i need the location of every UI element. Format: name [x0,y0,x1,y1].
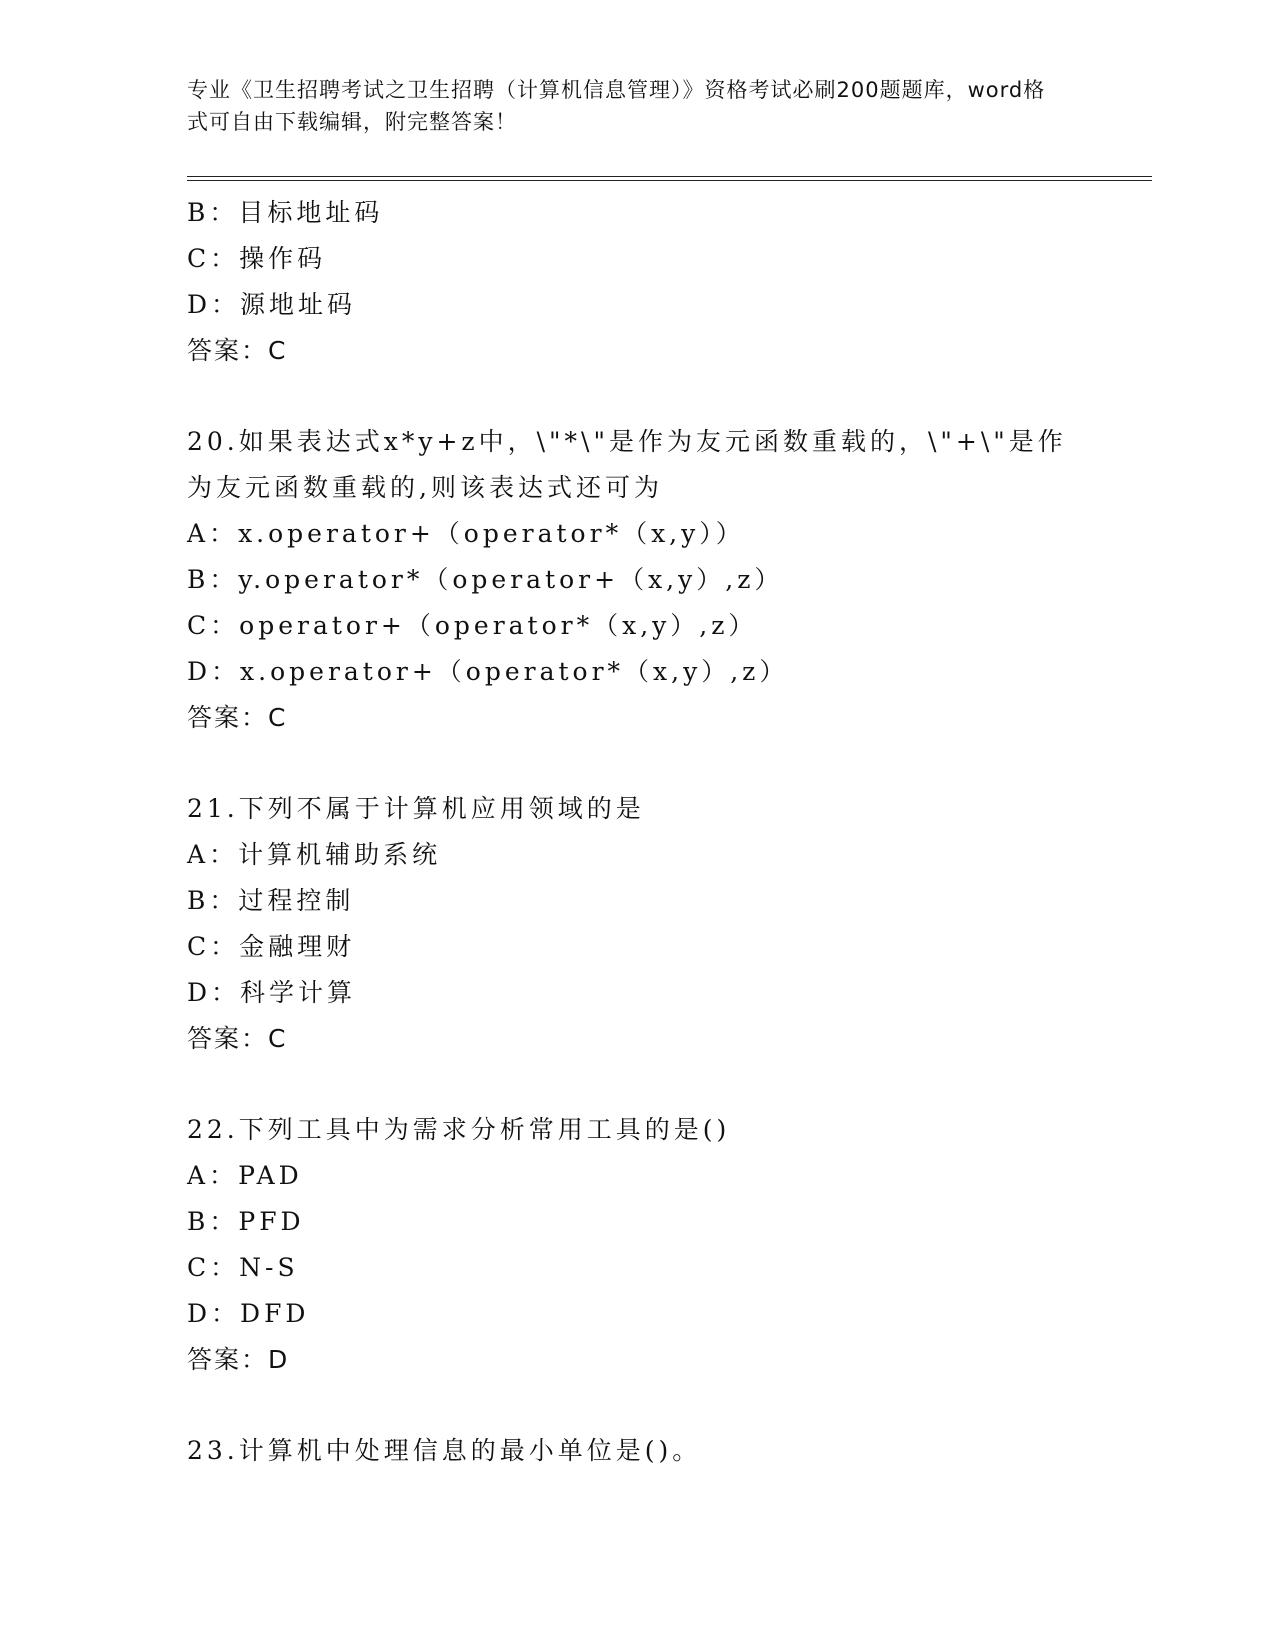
option-a: A：x.operator+（operator*（x,y）） [187,519,745,548]
question-22 [187,1107,1152,1383]
question-19-tail [187,190,1152,374]
option-b: B：过程控制 [187,886,355,915]
answer-line: 答案：C [187,703,288,732]
option-c: C：操作码 [187,244,327,273]
answer-line: 答案：C [187,336,288,365]
option-d: D：DFD [187,1299,310,1328]
question-20 [187,419,1152,741]
option-b: B：目标地址码 [187,198,384,227]
option-c: C：金融理财 [187,932,356,961]
option-a: A：计算机辅助系统 [187,840,442,869]
question-list [187,190,1152,1474]
option-a: A：PAD [187,1161,303,1190]
option-c: C：N-S [187,1253,299,1282]
answer-line: 答案：C [187,1024,288,1053]
option-d: D：源地址码 [187,290,357,319]
question-stem: 21.下列不属于计算机应用领域的是 [187,794,645,823]
question-stem: 23.计算机中处理信息的最小单位是()。 [187,1436,702,1465]
question-stem: 22.下列工具中为需求分析常用工具的是() [187,1115,731,1144]
document-header: 专业《卫生招聘考试之卫生招聘（计算机信息管理）》资格考试必刷200题题库，word格式可自由下载编辑，附完整答案！ [187,78,1046,134]
question-21 [187,786,1152,1062]
option-c: C：operator+（operator*（x,y）,z） [187,611,758,640]
question-23 [187,1428,1152,1474]
option-b: B：PFD [187,1207,305,1236]
option-d: D：科学计算 [187,978,357,1007]
answer-line: 答案：D [187,1345,290,1374]
option-d: D：x.operator+（operator*（x,y）,z） [187,657,789,686]
option-b: B：y.operator*（operator+（x,y）,z） [187,565,784,594]
header-divider [187,176,1152,181]
question-stem: 20.如果表达式x*y+z中，\"*\"是作为友元函数重载的，\"+\"是作为友元函数重载的,则该表达式还可为 [187,427,1067,502]
